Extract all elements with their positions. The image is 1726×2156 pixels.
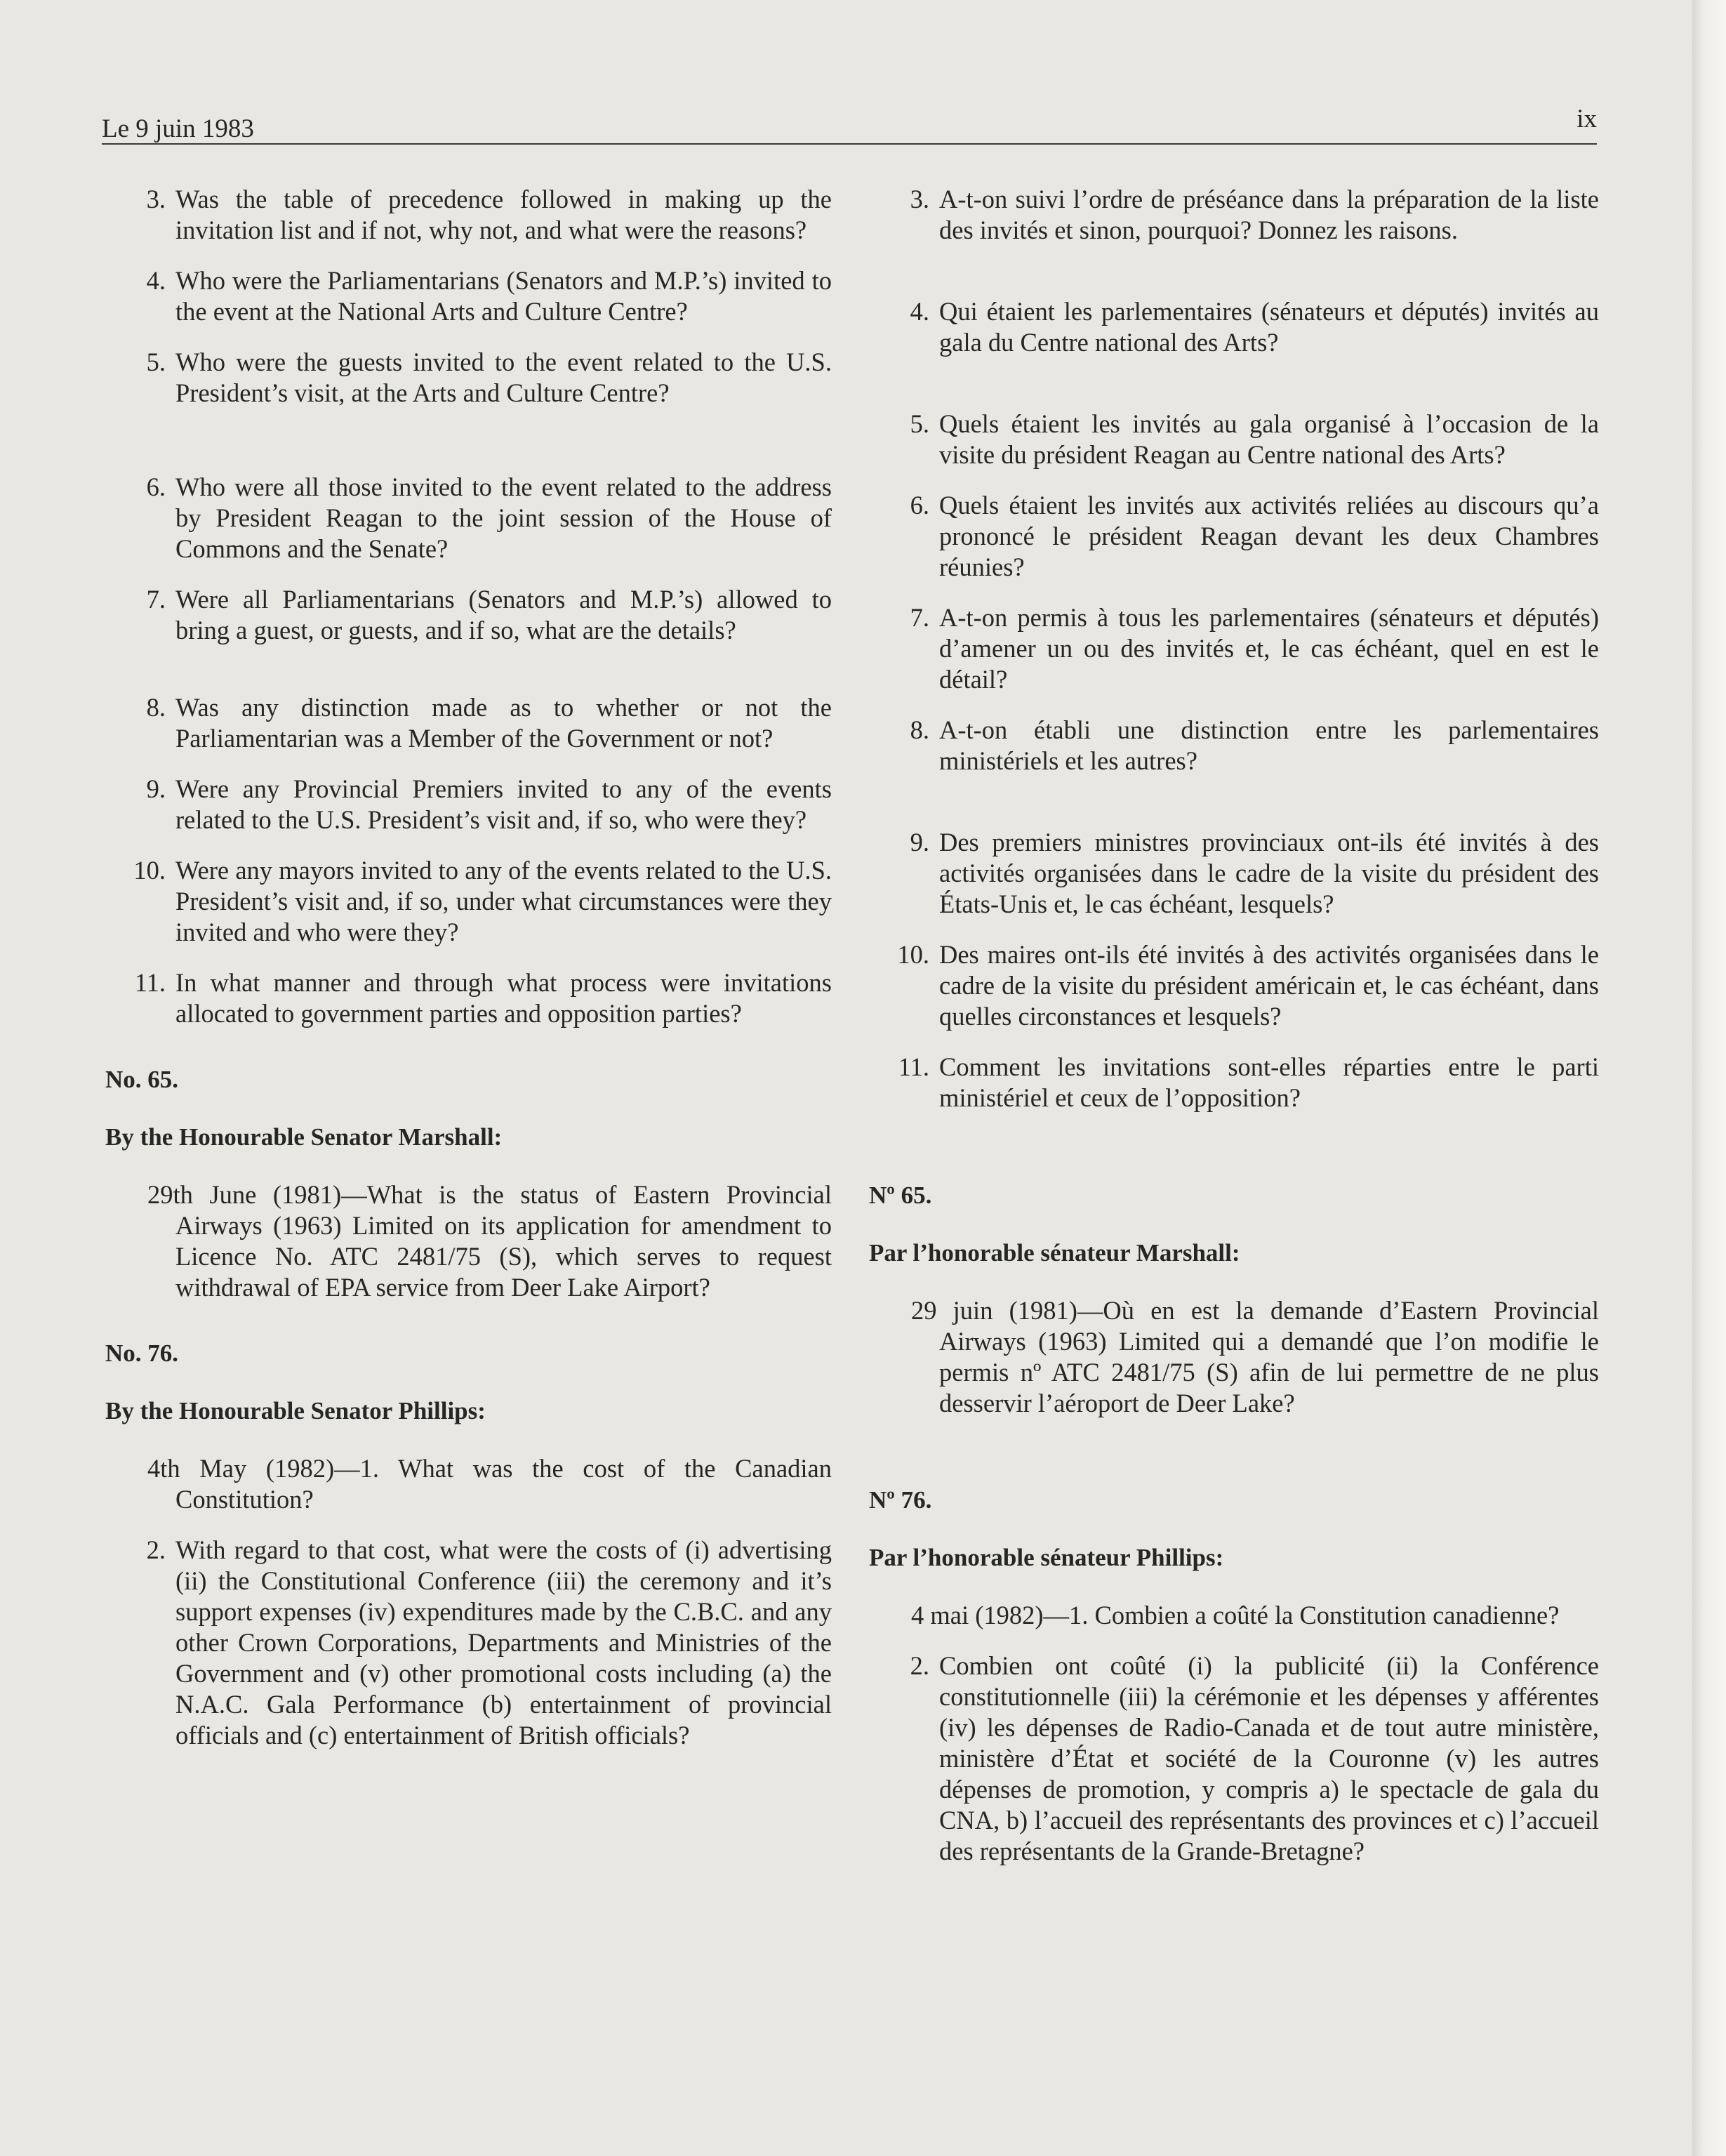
french-column [869, 184, 1599, 1882]
question-text: Combien ont coûté (i) la publicité (ii) la Conférence constitutionnelle (iii) la cérémonie et les dépenses y afférentes (iv) les dépenses de Radio-Canada et de tout autre ministère, ministère d’État et société de la Couronne (v) les autres dépenses de promotion, y compris a) le spectacle de gala du CNA, b) l’accueil des représentants des provinces et c) l’accueil des représentants de la Grande-Bretagne? [939, 1651, 1599, 1865]
question-text: Who were the Parliamentarians (Senators and M.P.’s) invited to the event at the National Arts and Culture Centre? [175, 266, 832, 326]
page-number: ix [1576, 105, 1597, 133]
page-header [102, 104, 1597, 145]
question-76-number: Nº 76. [869, 1486, 932, 1514]
question-item [105, 347, 832, 409]
question-text: 29 juin (1981)—Où en est la demande d’Eastern Provincial Airways (1963) Limited qui a demandé que l’on modifie le permis nº ATC 2481/75 (S) afin de lui permettre de ne plus desservir l’aéroport de Deer Lake? [911, 1296, 1599, 1417]
question-65-text [869, 1295, 1599, 1419]
question-number: 11. [898, 1052, 929, 1081]
question-76-author: Par l’honorable sénateur Phillips: [869, 1544, 1224, 1571]
question-text: With regard to that cost, what were the costs of (i) advertising (ii) the Constitutional Conference (iii) the ceremony and it’s support expenses (iv) expenditures made by the C.B.C. and any other Crown Corporations, Departments and Ministries of the Government and (v) other promotional costs including (a) the N.A.C. Gala Performance (b) entertainment of provincial officials and (c) entertainment of British officials? [175, 1535, 832, 1750]
question-item [869, 827, 1599, 920]
question-number: 9. [146, 774, 166, 803]
question-76-part-1 [869, 1600, 1599, 1631]
question-item [105, 265, 832, 327]
question-text: A-t-on permis à tous les parlementaires (sénateurs et députés) d’amener un ou des invités et, le cas échéant, quel en est le détail? [939, 603, 1599, 694]
question-text: Was the table of precedence followed in making up the invitation list and if not, why not, and what were the reasons? [175, 185, 832, 244]
english-column [105, 184, 832, 1766]
question-76-part-2 [105, 1535, 832, 1751]
header-date: Le 9 juin 1983 [102, 114, 254, 143]
question-item [105, 967, 832, 1029]
question-item [105, 184, 832, 246]
question-text: Was any distinction made as to whether or not the Parliamentarian was a Member of the Government or not? [175, 693, 832, 753]
question-number: 10. [133, 856, 166, 885]
question-item [869, 602, 1599, 695]
question-item [105, 472, 832, 564]
question-number: 6. [910, 491, 929, 520]
question-item [869, 184, 1599, 246]
question-65-author: By the Honourable Senator Marshall: [105, 1123, 503, 1151]
question-76-part-1 [105, 1453, 832, 1515]
question-text: 4th May (1982)—1. What was the cost of the Canadian Constitution? [147, 1454, 832, 1514]
question-item [869, 939, 1599, 1032]
question-65-number: No. 65. [105, 1066, 179, 1093]
question-text: Quels étaient les invités au gala organisé à l’occasion de la visite du président Reagan au Centre national des Arts? [939, 409, 1599, 469]
question-65-text [105, 1179, 832, 1303]
question-item [105, 584, 832, 646]
question-item [105, 692, 832, 754]
question-text: Des premiers ministres provinciaux ont-ils été invités à des activités organisées dans le cadre de la visite du président des États-Unis et, le cas échéant, lesquels? [939, 828, 1599, 918]
question-number: 7. [146, 585, 166, 614]
question-76-author: By the Honourable Senator Phillips: [105, 1397, 486, 1424]
question-number: 3. [910, 185, 929, 213]
question-text: 4 mai (1982)—1. Combien a coûté la Constitution canadienne? [911, 1601, 1560, 1629]
question-item [105, 855, 832, 948]
question-item [869, 490, 1599, 583]
question-76-number: No. 76. [105, 1340, 179, 1367]
question-text: 29th June (1981)—What is the status of Eastern Provincial Airways (1963) Limited on its application for amendment to Licence No. ATC 2481/75 (S), which serves to request withdrawal of EPA service from Deer Lake Airport? [147, 1180, 832, 1302]
question-76-part-2 [869, 1651, 1599, 1867]
question-number: 11. [134, 968, 166, 997]
question-text: Quels étaient les invités aux activités reliées au discours qu’a prononcé le président Reagan devant les deux Chambres réunies? [939, 491, 1599, 581]
question-item [105, 774, 832, 835]
question-number: 5. [146, 348, 166, 376]
question-text: Were any Provincial Premiers invited to any of the events related to the U.S. President’s visit and, if so, who were they? [175, 774, 832, 834]
question-number: 8. [910, 715, 929, 744]
question-number: 2. [910, 1651, 929, 1680]
question-item [869, 715, 1599, 776]
question-number: 9. [910, 828, 929, 857]
question-text: Des maires ont-ils été invités à des activités organisées dans le cadre de la visite du président américain et, le cas échéant, dans quelles circonstances et lesquels? [939, 940, 1599, 1031]
question-number: 3. [146, 185, 166, 213]
question-item [869, 409, 1599, 470]
question-65-number: Nº 65. [869, 1182, 932, 1209]
question-number: 4. [910, 297, 929, 326]
question-text: Were any mayors invited to any of the events related to the U.S. President’s visit and, if so, under what circumstances were they invited and who were they? [175, 856, 832, 946]
question-number: 10. [897, 940, 929, 969]
question-text: Who were all those invited to the event related to the address by President Reagan to the joint session of the House of Commons and the Senate? [175, 472, 832, 563]
question-text: Who were the guests invited to the event related to the U.S. President’s visit, at the Arts and Culture Centre? [175, 348, 832, 407]
question-text: A-t-on suivi l’ordre de préséance dans la préparation de la liste des invités et sinon, pourquoi? Donnez les raisons. [939, 185, 1599, 244]
question-number: 7. [910, 603, 929, 632]
question-number: 8. [146, 693, 166, 722]
page-edge [1692, 0, 1726, 2156]
question-65-author: Par l’honorable sénateur Marshall: [869, 1239, 1240, 1267]
question-item [869, 296, 1599, 358]
question-text: Comment les invitations sont-elles réparties entre le parti ministériel et ceux de l’opposition? [939, 1052, 1599, 1112]
question-number: 2. [146, 1535, 166, 1564]
question-text: Qui étaient les parlementaires (sénateurs et députés) invités au gala du Centre national des Arts? [939, 297, 1599, 357]
question-text: Were all Parliamentarians (Senators and M.P.’s) allowed to bring a guest, or guests, and if so, what are the details? [175, 585, 832, 644]
question-number: 6. [146, 472, 166, 501]
question-number: 5. [910, 409, 929, 438]
question-number: 4. [146, 266, 166, 295]
question-text: A-t-on établi une distinction entre les parlementaires ministériels et les autres? [939, 715, 1599, 775]
question-item [869, 1052, 1599, 1113]
question-text: In what manner and through what process were invitations allocated to government parties and opposition parties? [175, 968, 832, 1028]
